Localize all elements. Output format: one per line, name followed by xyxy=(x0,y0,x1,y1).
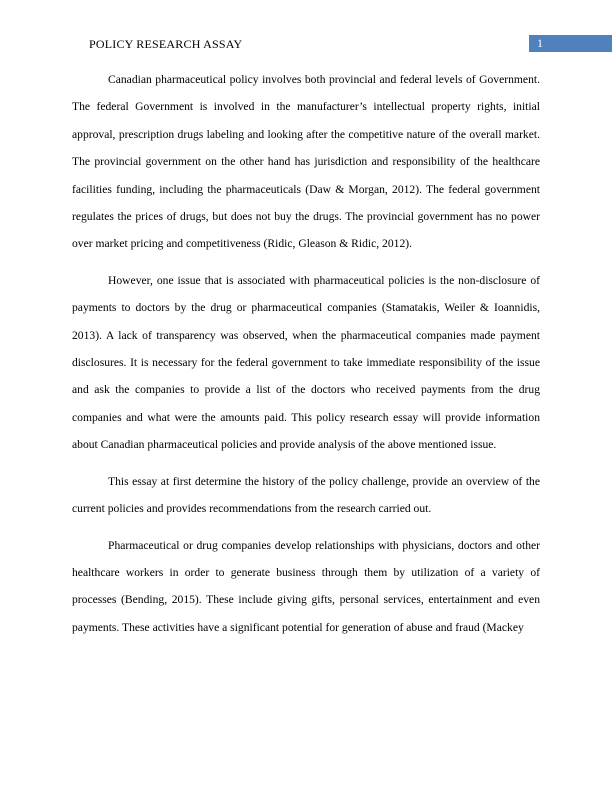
page-number: 1 xyxy=(537,36,543,50)
paragraph-2: However, one issue that is associated with pharmaceutical policies is the non-disclosure of payments to doctors by the drug or pharmaceutical companies (Stamatakis, Weiler & Ioannidis, 2013). A lack of transparency was observed, when the pharmaceutical companies made payment disclosures. It is necessary for the federal government to take immediate responsibility of the issue and ask the companies to provide a list of the doctors who received payments from the drug companies and what were the amounts paid. This policy research essay will provide information about Canadian pharmaceutical policies and provide analysis of the above mentioned issue. xyxy=(72,273,540,452)
paragraph-4: Pharmaceutical or drug companies develop relationships with physicians, doctors and other healthcare workers in order to generate business through them by utilization of a variety of processes (Bending, 2015). These include giving gifts, personal services, entertainment and even payments. These activities have a significant potential for generation of abuse and fraud (Mackey xyxy=(72,538,540,634)
page-number-badge xyxy=(529,35,612,52)
paragraph-3: This essay at first determine the history of the policy challenge, provide an overview of the current policies and provides recommendations from the research carried out. xyxy=(72,474,540,516)
paragraph-1: Canadian pharmaceutical policy involves both provincial and federal levels of Government. The federal Government is involved in the manufacturer’s intellectual property rights, initial approval, prescription drugs labeling and looking after the competitive nature of the overall market. The provincial government on the other hand has jurisdiction and responsibility of the healthcare facilities funding, including the pharmaceuticals (Daw & Morgan, 2012). The federal government regulates the prices of drugs, but does not buy the drugs. The provincial government has no power over market pricing and competitiveness (Ridic, Gleason & Ridic, 2012). xyxy=(72,73,540,251)
document-body xyxy=(72,66,540,650)
page-header xyxy=(0,0,612,60)
running-head: POLICY RESEARCH ASSAY xyxy=(89,37,243,51)
